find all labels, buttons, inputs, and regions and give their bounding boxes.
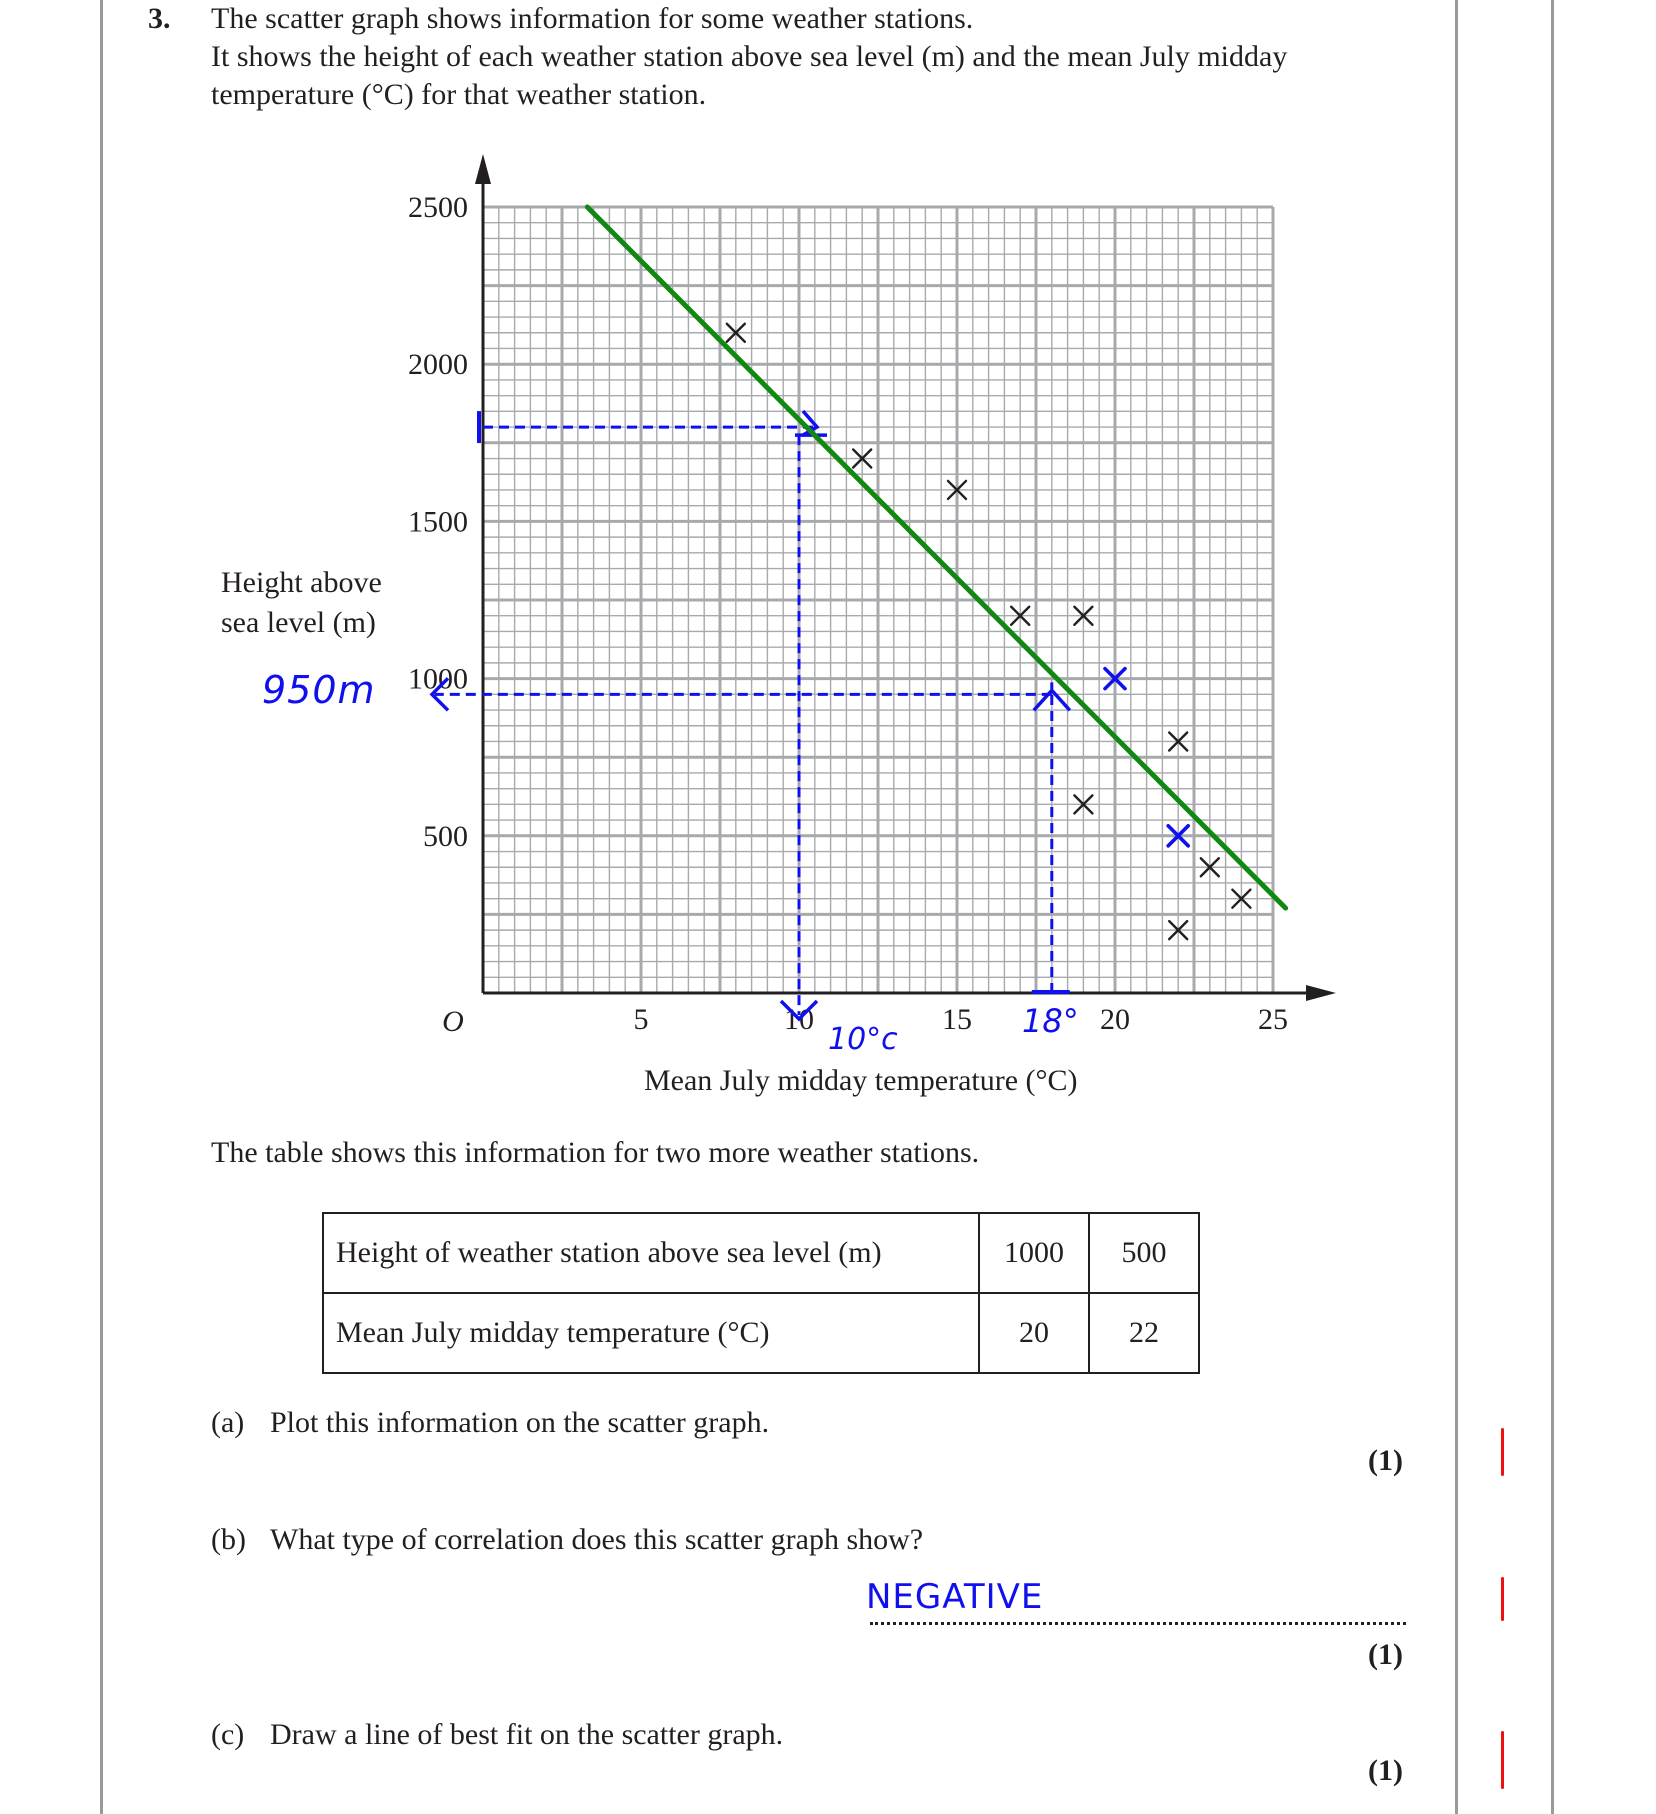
part-a-red-tick-mark: [1501, 1428, 1504, 1476]
axis-tick-labels: [408, 191, 1288, 1038]
y-axis-label-line-2: sea level (m): [221, 606, 376, 639]
y-tick-label: 2000: [408, 348, 468, 382]
table-row-temperature: [323, 1293, 1199, 1373]
part-b-prefix: (b): [211, 1523, 246, 1556]
handwritten-temp-reading-10: 10°c: [828, 1022, 898, 1057]
line-of-best-fit: [587, 207, 1285, 908]
table-row-label: Mean July midday temperature (°C): [323, 1293, 979, 1373]
y-tick-label: 1500: [408, 505, 468, 539]
question-line-2: It shows the height of each weather station above sea level (m) and the mean July midday: [211, 40, 1288, 73]
x-axis-arrow-icon: [1306, 985, 1336, 1001]
table-row-label: Height of weather station above sea level (m): [323, 1213, 979, 1293]
answer-b-handwritten: NEGATIVE: [866, 1577, 1044, 1617]
best-fit-line: [587, 207, 1285, 908]
y-tick-label: 1000: [408, 662, 468, 696]
question-number: 3.: [148, 2, 171, 35]
y-axis-arrow-icon: [475, 154, 491, 184]
x-axis-label: Mean July midday temperature (°C): [644, 1064, 1078, 1097]
part-b-marks: (1): [1368, 1638, 1403, 1671]
question-line-1: The scatter graph shows information for some weather stations.: [211, 2, 974, 35]
part-c-prefix: (c): [211, 1718, 245, 1751]
table-cell: 500: [1089, 1213, 1199, 1293]
graph-paper-grid: [483, 207, 1273, 993]
x-tick-label: 15: [942, 1003, 972, 1036]
part-a-marks: (1): [1368, 1444, 1403, 1477]
part-c-marks: (1): [1368, 1754, 1403, 1787]
part-c-text: Draw a line of best fit on the scatter graph.: [270, 1718, 784, 1751]
table-cell: 20: [979, 1293, 1089, 1373]
handwritten-height-reading: 950m: [262, 668, 376, 712]
table-cell: 1000: [979, 1213, 1089, 1293]
part-b-text: What type of correlation does this scatter graph show?: [270, 1523, 924, 1556]
table-intro: The table shows this information for two more weather stations.: [211, 1136, 980, 1169]
part-a-prefix: (a): [211, 1406, 245, 1439]
origin-label: O: [442, 1005, 464, 1038]
table-cell: 22: [1089, 1293, 1199, 1373]
y-tick-label: 500: [423, 819, 468, 853]
answer-b-line[interactable]: [870, 1622, 1406, 1625]
y-axis-label-line-1: Height above: [221, 566, 382, 599]
part-a-text: Plot this information on the scatter graph.: [270, 1406, 770, 1439]
handwritten-temp-reading-18: 18°: [1022, 1002, 1079, 1040]
question-line-3: temperature (°C) for that weather station.: [211, 78, 707, 111]
table-row-height: [323, 1213, 1199, 1293]
x-tick-label: 20: [1100, 1003, 1130, 1036]
x-tick-label: 5: [633, 1003, 649, 1036]
weather-stations-table: [322, 1212, 1200, 1374]
x-tick-label: 25: [1258, 1003, 1288, 1036]
part-c-red-tick-mark: [1501, 1731, 1504, 1789]
chart-axes: [475, 154, 1336, 1001]
x-tick-label: 10: [784, 1003, 814, 1036]
y-tick-label: 2500: [408, 191, 468, 224]
part-b-red-tick-mark: [1501, 1577, 1504, 1621]
